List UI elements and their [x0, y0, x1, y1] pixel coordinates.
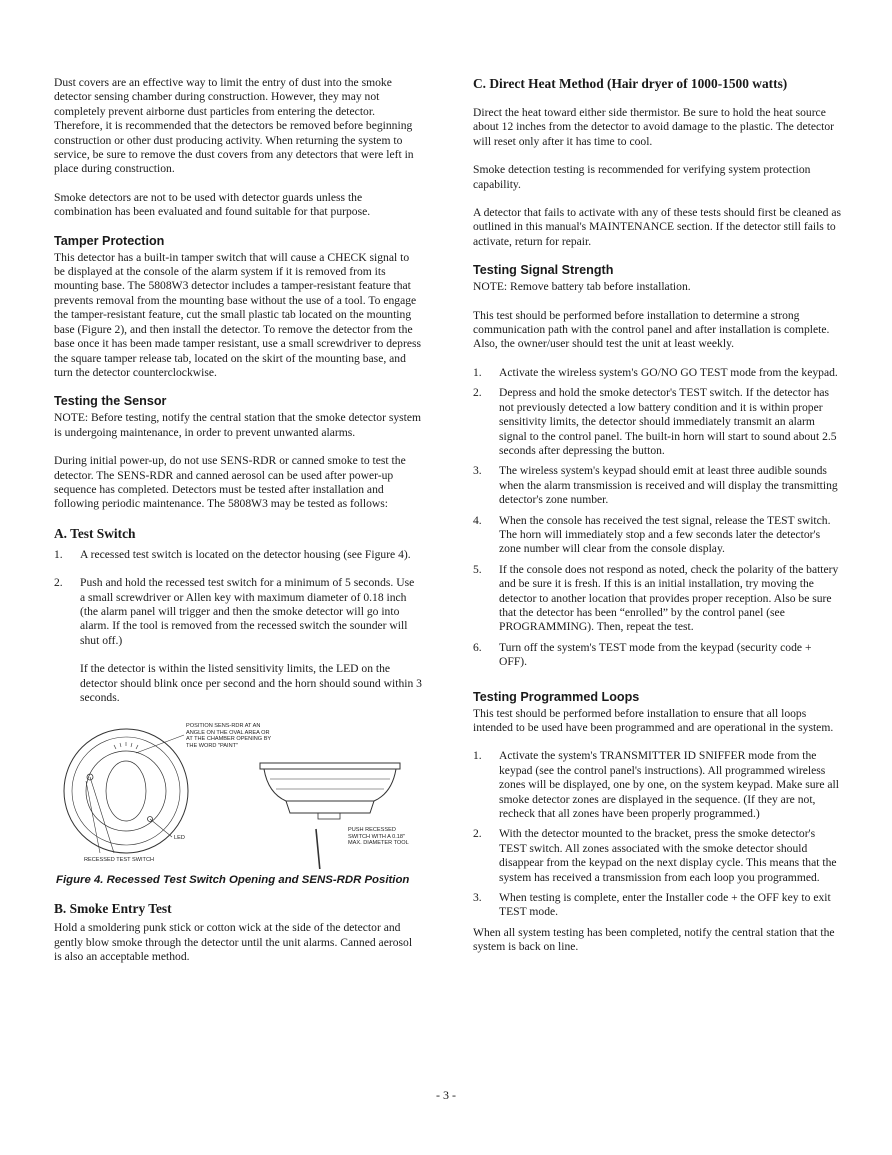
- signal-strength-list: [473, 366, 841, 670]
- figure-caption: Figure 4. Recessed Test Switch Opening and SENS-RDR Position: [56, 874, 410, 887]
- tamper-protection-heading: Tamper Protection: [54, 233, 165, 248]
- left-column: [54, 76, 422, 965]
- programmed-loops-list: [473, 749, 841, 919]
- sens-rdr-callout: POSITION SENS-RDR AT AN ANGLE ON THE OVAL AREA OR AT THE CHAMBER OPENING BY THE WORD "PAINT": [186, 723, 272, 749]
- list-item: 4. When the console has received the test signal, release the TEST switch. The horn will immediately stop and a few seconds later the detector's zone number will clear from the console display.: [473, 513, 831, 556]
- list-item: 2. Depress and hold the smoke detector's TEST switch. If the detector has not previously detected a low battery condition and it is within proper sensitivity limits, the detector should immediately transmit an alarm signal to the control panel. The built-in horn will start to sound about 2.5 seconds after depressing the button.: [473, 386, 837, 457]
- list-item: 5. If the console does not respond as noted, check the polarity of the battery and be sure it is fresh. If this is an initial installation, try moving the detector to another location that provides proper reception. Also be sure that the detector has been “enrolled” by the control panel (see PROGRAMMING). Then, repeat the test.: [473, 562, 839, 634]
- list-item: 3. The wireless system's keypad should emit at least three audible sounds when the alarm transmission is received and will display the transmitting detector's zone number.: [473, 464, 838, 507]
- right-column: [473, 76, 841, 955]
- list-item: 6. Turn off the system's TEST mode from the keypad (security code + OFF).: [473, 640, 812, 669]
- list-item: 1. A recessed test switch is located on the detector housing (see Figure 4).: [54, 547, 411, 561]
- detector-side-view-icon: [260, 763, 400, 869]
- testing-sensor-body: During initial power-up, do not use SENS-RDR or canned smoke to test the detector. The SENS-RDR and canned aerosol can be used after power-up sequence has completed. Detectors must be tested after installation and following periodic maintenance. The 5808W3 may be tested as follows:: [54, 454, 406, 511]
- list-item: 3. When testing is complete, enter the Installer code + the OFF key to exit TEST mode.: [473, 891, 831, 919]
- chamber-ring: [86, 751, 166, 831]
- page-number: - 3 -: [436, 1088, 456, 1102]
- push-switch-callout: PUSH RECESSED SWITCH WITH A 0.18" MAX. DIAMETER TOOL: [348, 827, 409, 847]
- testing-sensor-heading: Testing the Sensor: [54, 394, 167, 409]
- signal-strength-note: NOTE: Remove battery tab before installation.: [473, 280, 691, 294]
- failure-note: A detector that fails to activate with any of these tests should first be cleaned as outlined in this manual's MAINTENANCE section. If the detector still fails to activate, return for repair.: [473, 206, 841, 248]
- smoke-detection-note: Smoke detection testing is recommended for verifying system protection capability.: [473, 163, 811, 191]
- test-tool-icon: [316, 829, 320, 869]
- test-switch-heading: A. Test Switch: [54, 525, 136, 541]
- signal-strength-body: This test should be performed before installation to determine a strong communication path with the control panel and after installation is complete. Also, the owner/user should test the unit at least weekly.: [473, 308, 830, 351]
- detector-guard-paragraph: Smoke detectors are not to be used with detector guards unless the combination has been evaluated and found suitable for that purpose.: [54, 190, 371, 219]
- direct-heat-heading: C. Direct Heat Method (Hair dryer of 1000-1500 watts): [473, 76, 788, 91]
- signal-strength-heading: Testing Signal Strength: [473, 263, 614, 278]
- oval-area: [106, 761, 146, 821]
- programmed-loops-body: This test should be performed before installation to ensure that all loops intended to be used have been programmed and are operational in the system.: [473, 706, 834, 734]
- recessed-switch-callout: RECESSED TEST SWITCH: [84, 857, 155, 864]
- smoke-entry-body: Hold a smoldering punk stick or cotton wick at the side of the detector and gently blow smoke through the detector until the unit alarms. Canned aerosol is also an acceptable method.: [54, 921, 413, 964]
- outer-ring: [64, 729, 188, 853]
- smoke-entry-heading: B. Smoke Entry Test: [54, 901, 172, 917]
- dust-cover-paragraph: Dust covers are an effective way to limit the entry of dust into the smoke detector sensing chamber during construction. However, they may not completely prevent airborne dust particles from entering the detector. Therefore, it is recommended that the detectors be removed before beginning construction or other dust producing activity. When returning the system to service, be sure to remove the dust covers from any detectors that were left in place during construction.: [54, 76, 414, 176]
- tamper-protection-body: This detector has a built-in tamper switch that will cause a CHECK signal to be displayed at the console of the alarm system if it is removed from its mounting base. The 5808W3 detector includes a tamper-resistant feature that prevents removal from the mounting base without the use of a tool. To engage the tamper-resistant feature, cut the small plastic tab located on the mounting base (Figure 2), and then install the detector. To remove the detector from the base once it has been made tamper resistant, use a small screwdriver to depress the square tamper release tab, located on the skirt of the mounting base, and turn the detector counterclockwise.: [54, 250, 422, 379]
- direct-heat-body: Direct the heat toward either side thermistor. Be sure to hold the heat source about 12 inches from the detector to avoid damage to the plastic. The detector will reset only after it has time to cool.: [473, 106, 835, 148]
- closing-paragraph: When all system testing has been completed, notify the central station that the system is back on line.: [473, 925, 835, 954]
- programmed-loops-heading: Testing Programmed Loops: [473, 689, 640, 704]
- list-item: 2. With the detector mounted to the bracket, press the smoke detector's TEST switch. All zones associated with the smoke detector should disappear from the keypad on the next display cycle. This means that the system has received a transmission from each loop you programmed.: [473, 827, 837, 884]
- detector-top-view-icon: [64, 729, 188, 853]
- sensitivity-note: If the detector is within the listed sensitivity limits, the LED on the detector should blink once per second and the horn should sound within 3 seconds.: [80, 662, 422, 704]
- led-callout: LED: [174, 835, 185, 842]
- testing-sensor-note: NOTE: Before testing, notify the central station that the smoke detector system is undergoing maintenance, in order to prevent unwanted alarms.: [54, 411, 422, 439]
- list-item: 1. Activate the wireless system's GO/NO GO TEST mode from the keypad.: [473, 365, 838, 379]
- figure-4: [54, 719, 422, 869]
- test-switch-list: [54, 548, 422, 706]
- list-item: 2. Push and hold the recessed test switch for a minimum of 5 seconds. Use a small screwdriver or Allen key with maximum diameter of 0.18 inch (the alarm panel will trigger and then the smoke detector will go into alarm. If the tool is removed from the recessed switch the sounder will shut off.) If the detector is within the listed sensitivity limits, the LED on the detector should blink once per second and the horn should sound within 3 seconds.: [54, 576, 422, 704]
- list-item: 1. Activate the system's TRANSMITTER ID SNIFFER mode from the keypad (see the control panel's instructions). All programmed wireless zones will be displayed, one by one, on the system keypad. Make sure all smoke detector zones are displayed in the sequence. (If they are not, recheck that all zones have been properly programmed.): [473, 749, 840, 821]
